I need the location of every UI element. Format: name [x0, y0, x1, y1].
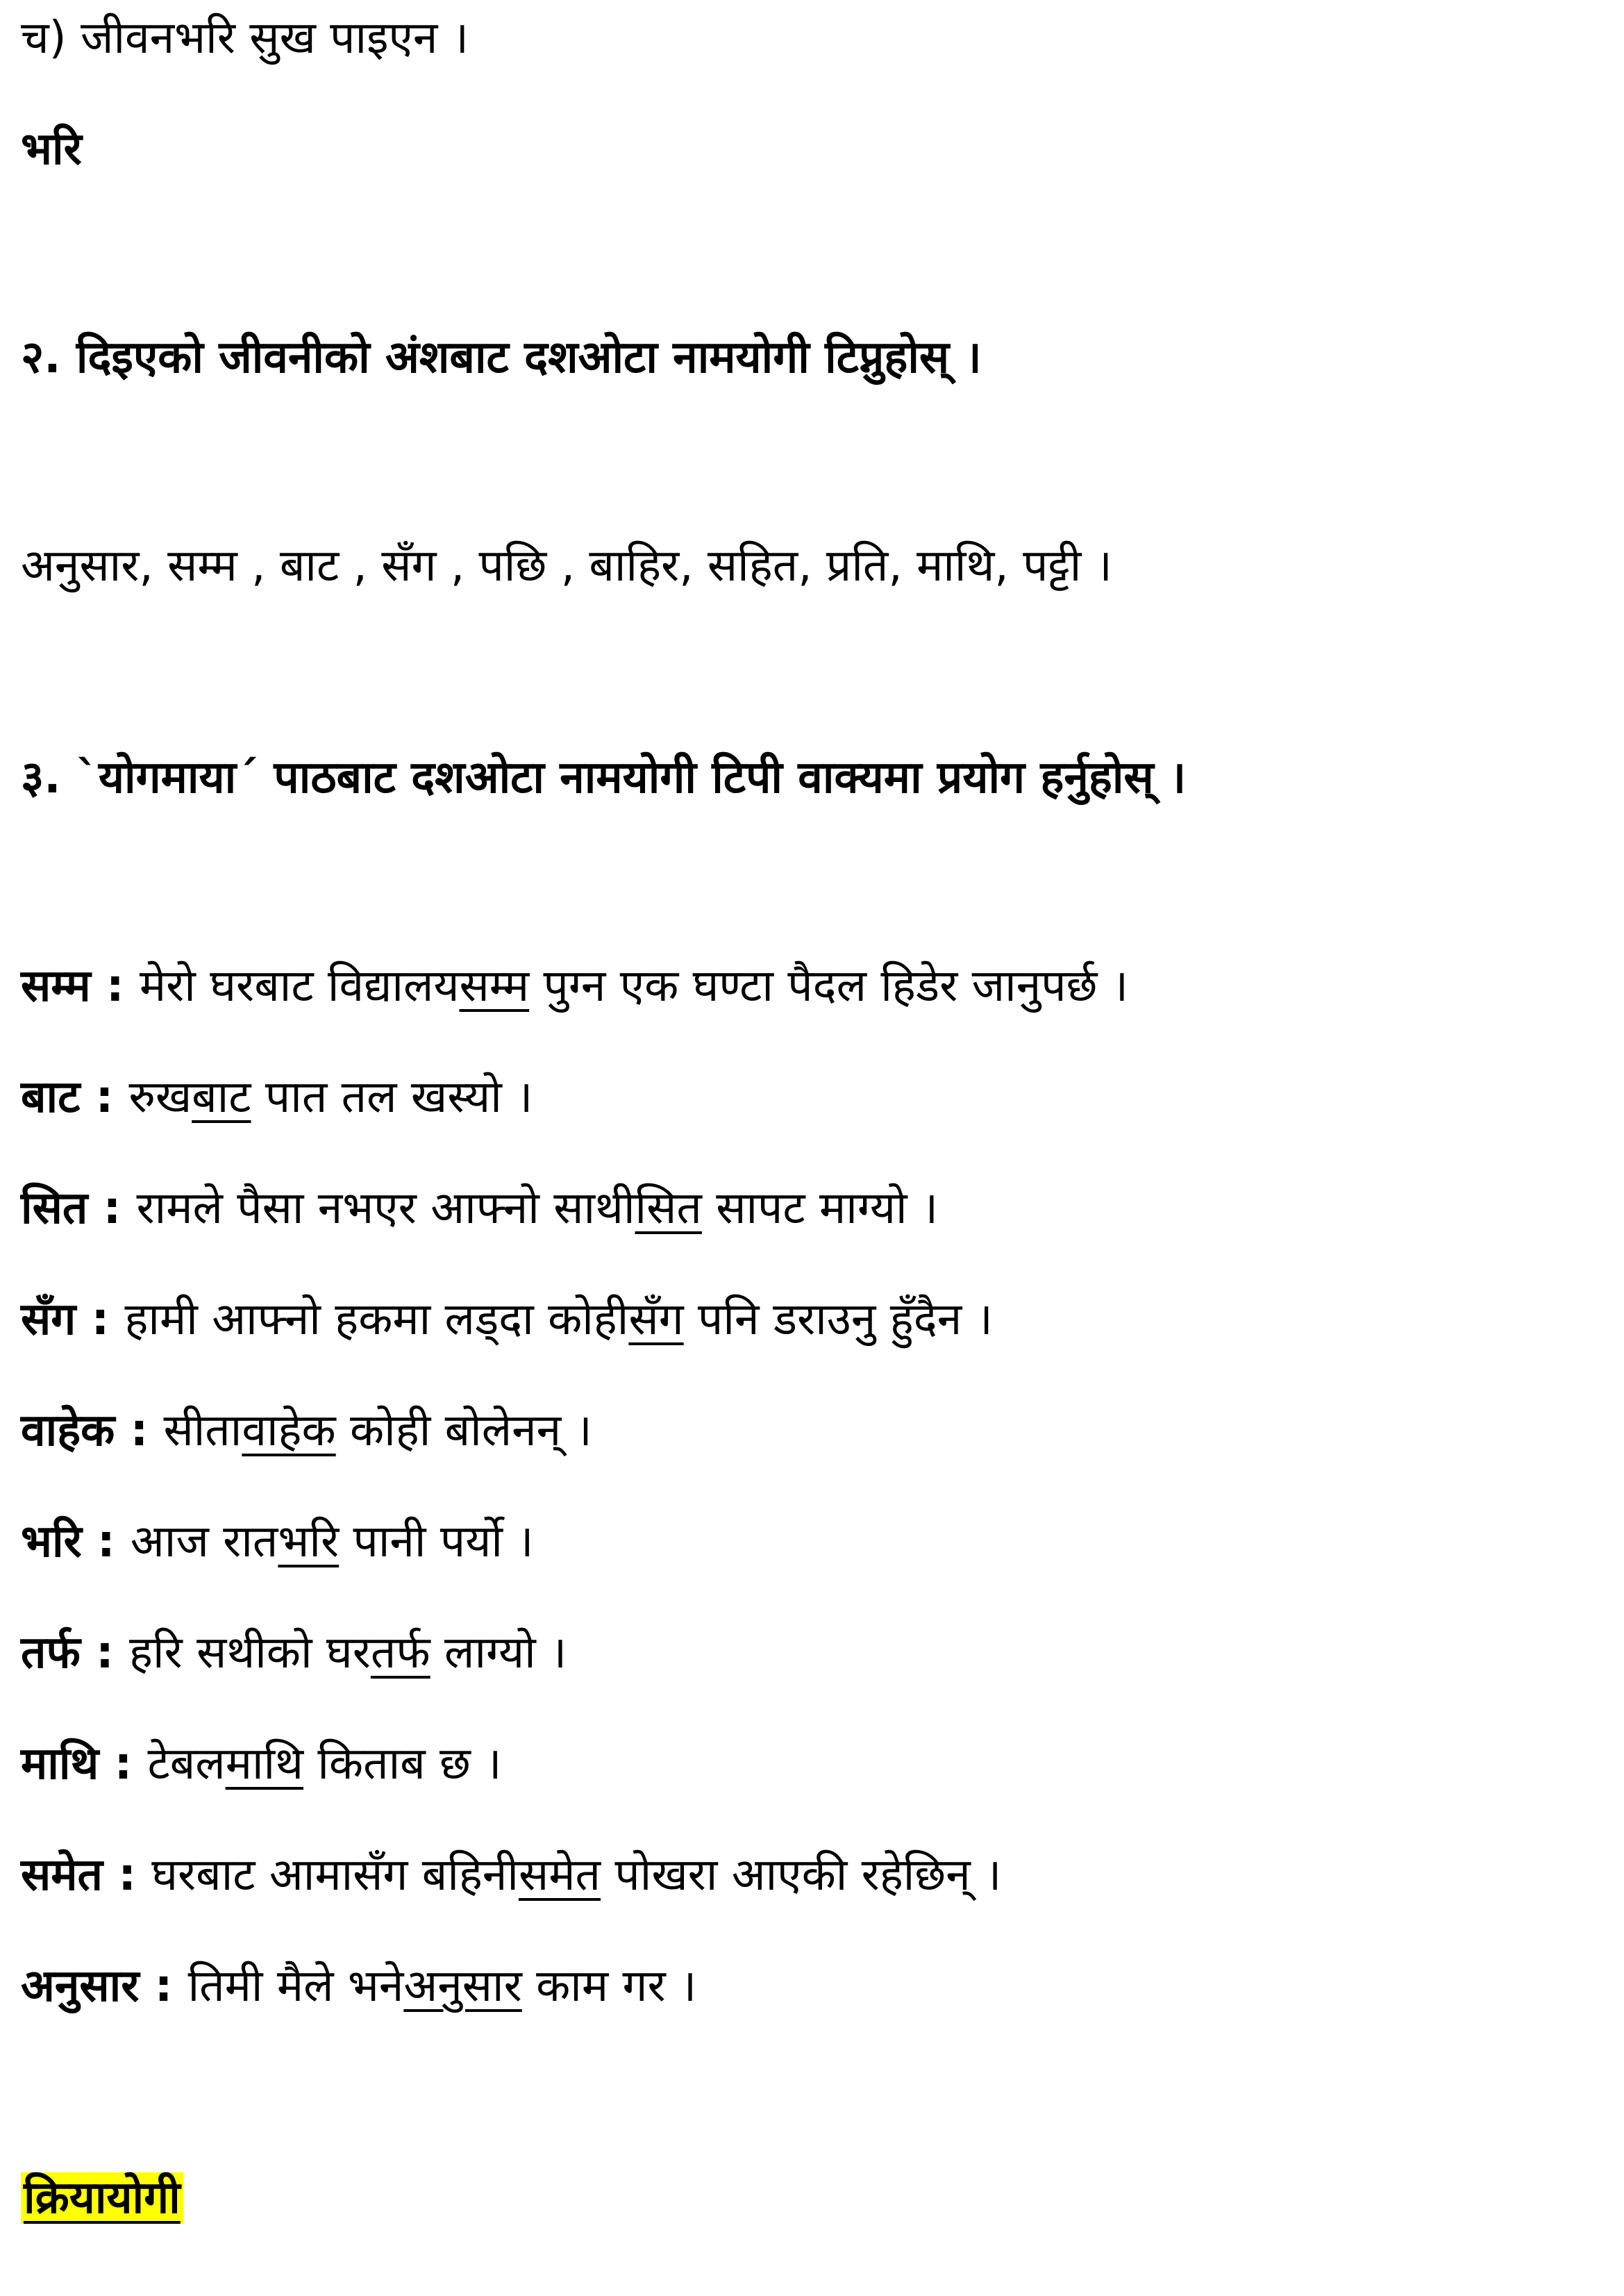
- usage-item: [21, 1622, 567, 1684]
- usage-item: [21, 1288, 993, 1351]
- usage-sentence-start: घरबाट आमासँग बहिनी: [151, 1849, 519, 1901]
- usage-item: [21, 1399, 592, 1462]
- usage-term: समेत: [21, 1849, 103, 1901]
- usage-underlined-word: माथि: [225, 1738, 304, 1790]
- usage-sentence-start: मेरो घरबाट विद्यालय: [139, 960, 460, 1012]
- usage-sentence-end: पात तल खस्यो ।: [251, 1072, 533, 1123]
- usage-item: [21, 1955, 696, 2018]
- usage-sentence-start: टेबल: [147, 1738, 226, 1790]
- usage-separator: :: [76, 1294, 125, 1345]
- usage-sentence-start: हरि सथीको घर: [128, 1627, 371, 1679]
- usage-separator: :: [115, 1405, 164, 1456]
- usage-sentence-start: सीता: [163, 1405, 242, 1456]
- usage-sentence-end: पानी पर्यो ।: [339, 1516, 534, 1567]
- usage-term: अनुसार: [21, 1961, 140, 2012]
- section-heading: [21, 2167, 183, 2229]
- usage-term: सँग: [21, 1294, 76, 1345]
- usage-separator: :: [139, 1961, 188, 2012]
- highlighted-heading: क्रियायोगी: [21, 2172, 183, 2224]
- usage-term: भरि: [21, 1516, 82, 1567]
- usage-sentence-end: लाग्यो ।: [430, 1627, 567, 1679]
- usage-separator: :: [81, 1516, 131, 1567]
- usage-underlined-word: समेत: [519, 1849, 601, 1901]
- usage-sentence-end: काम गर ।: [521, 1961, 697, 2012]
- usage-item: [21, 1844, 1001, 1906]
- example-answer: भरि: [21, 124, 82, 175]
- usage-item: [21, 955, 1128, 1017]
- usage-sentence-start: रुख: [128, 1072, 192, 1123]
- usage-underlined-word: भरि: [278, 1516, 340, 1567]
- usage-separator: :: [99, 1738, 148, 1790]
- usage-separator: :: [80, 1072, 129, 1123]
- usage-term: तर्फ: [21, 1627, 81, 1679]
- question-2-answer: अनुसार, सम्म , बाट , सँग , पछि , बाहिर, सहित, प्रति, माथि, पट्टी ।: [21, 540, 1112, 592]
- usage-term: माथि: [21, 1738, 99, 1790]
- usage-sentence-start: रामले पैसा नभएर आफ्नो साथी: [136, 1183, 635, 1234]
- usage-term: वाहेक: [21, 1405, 115, 1456]
- usage-term: बाट: [21, 1072, 81, 1123]
- usage-item: [21, 1066, 533, 1129]
- usage-underlined-word: तर्फ: [370, 1627, 430, 1679]
- usage-underlined-word: सम्म: [459, 960, 530, 1012]
- usage-sentence-end: पुग्न एक घण्टा पैदल हिडेर जानुपर्छ ।: [529, 960, 1129, 1012]
- usage-underlined-word: सित: [635, 1183, 702, 1234]
- usage-item: [21, 1177, 938, 1240]
- usage-separator: :: [87, 1183, 137, 1234]
- question-2-heading: २. दिइएको जीवनीको अंशबाट दशओटा नामयोगी टिप्नुहोस् ।: [21, 332, 982, 383]
- usage-underlined-word: बाट: [192, 1072, 251, 1123]
- example-sentence: च) जीवनभरि सुख पाइएन ।: [21, 13, 469, 64]
- usage-term: सित: [21, 1183, 88, 1234]
- usage-sentence-start: हामी आफ्नो हकमा लड्दा कोही: [124, 1294, 629, 1345]
- usage-sentence-end: पोखरा आएकी रहेछिन् ।: [601, 1849, 1002, 1901]
- usage-underlined-word: वाहेक: [242, 1405, 336, 1456]
- question-3-heading: ३. `योगमाया´ पाठबाट दशओटा नामयोगी टिपी वाक्यमा प्रयोग हर्नुहोस् ।: [21, 752, 1187, 804]
- usage-sentence-end: कोही बोलेनन् ।: [335, 1405, 592, 1456]
- usage-separator: :: [80, 1627, 129, 1679]
- usage-sentence-start: तिमी मैले भने: [187, 1961, 404, 2012]
- usage-separator: :: [103, 1849, 152, 1901]
- usage-sentence-end: पनि डराउनु हुँदैन ।: [683, 1294, 993, 1345]
- usage-item: [21, 1511, 534, 1573]
- usage-underlined-word: सँग: [628, 1294, 684, 1345]
- usage-sentence-start: आज रात: [130, 1516, 278, 1567]
- usage-term: सम्म: [21, 960, 91, 1012]
- usage-sentence-end: सापट माग्यो ।: [701, 1183, 939, 1234]
- usage-sentence-end: किताब छ ।: [303, 1738, 502, 1790]
- usage-underlined-word: अनुसार: [403, 1961, 522, 2012]
- usage-separator: :: [90, 960, 140, 1012]
- usage-item: [21, 1733, 502, 1795]
